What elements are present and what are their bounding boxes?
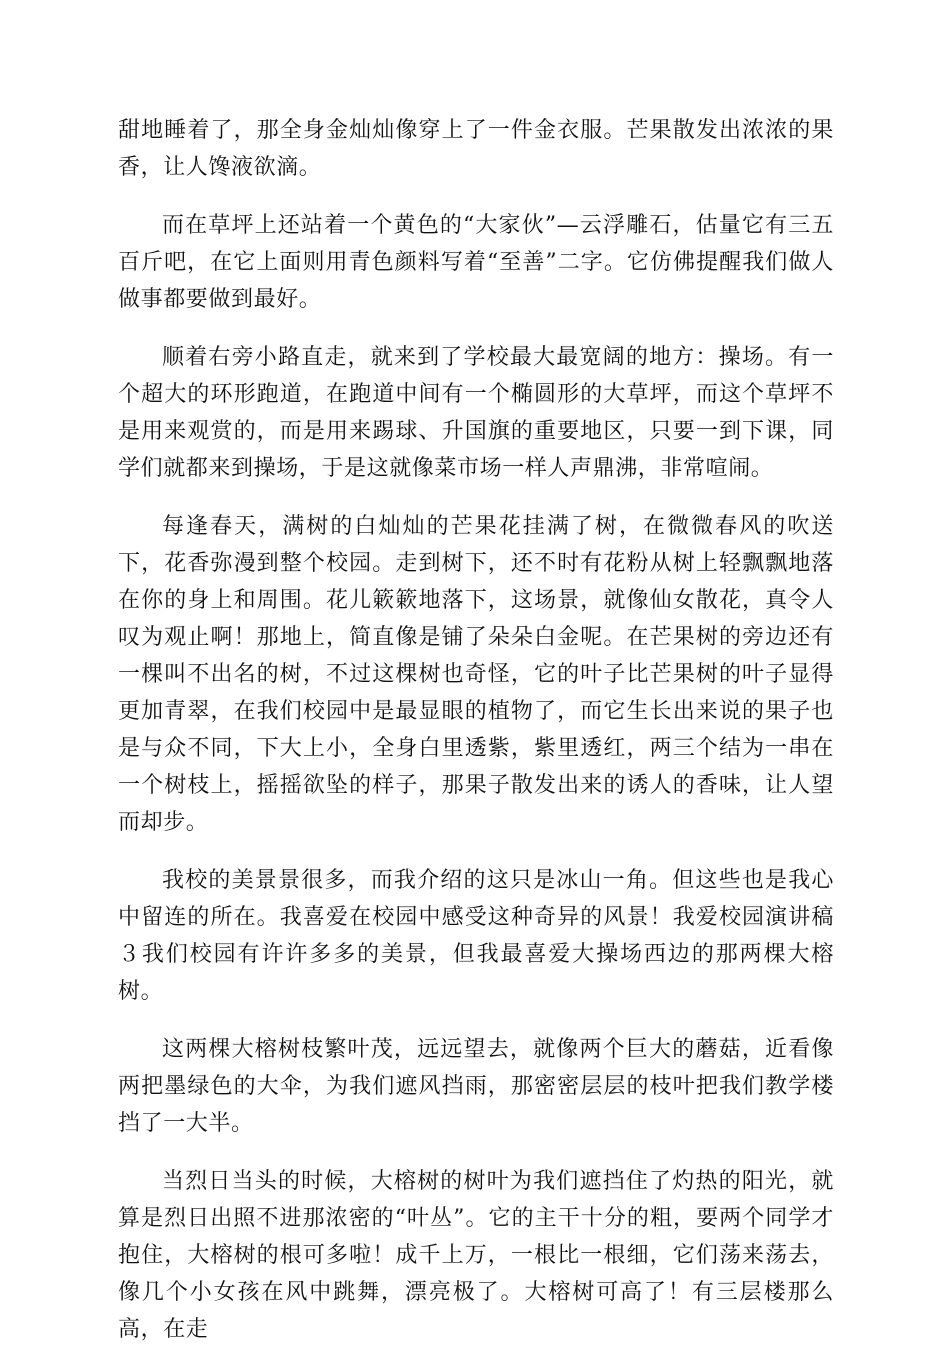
document-body: [118, 112, 834, 1369]
paragraph-4: 每逢春天，满树的白灿灿的芒果花挂满了树，在微微春风的吹送下，花香弥漫到整个校园。走到树下，还不时有花粉从树上轻飘飘地落在你的身上和周围。花儿簌簌地落下，这场景，就像仙女散花，真令人叹为观止啊！那地上，简直像是铺了朵朵白金呢。在芒果树的旁边还有一棵叫不出名的树，不过这棵树也奇怪，它的叶子比芒果树的叶子显得更加青翠，在我们校园中是最显眼的植物了，而它生长出来说的果子也是与众不同，下大上小，全身白里透紫，紫里透红，两三个结为一串在一个树枝上，摇摇欲坠的样子，那果子散发出来的诱人的香味，让人望而却步。: [118, 514, 834, 835]
paragraph-6: 这两棵大榕树枝繁叶茂，远远望去，就像两个巨大的蘑菇，近看像两把墨绿色的大伞，为我们遮风挡雨，那密密层层的枝叶把我们教学楼挡了一大半。: [118, 1037, 834, 1136]
paragraph-2: 而在草坪上还站着一个黄色的“大家伙”—云浮雕石，估量它有三五百斤吧，在它上面则用青色颜料写着“至善”二字。它仿佛提醒我们做人做事都要做到最好。: [118, 213, 834, 312]
paragraph-7: 当烈日当头的时候，大榕树的树叶为我们遮挡住了灼热的阳光，就算是烈日出照不进那浓密的“叶丛”。它的主干十分的粗，要两个同学才抱住，大榕树的根可多啦！成千上万，一根比一根细，它们荡来荡去，像几个小女孩在风中跳舞，漂亮极了。大榕树可高了！有三层楼那么高，在走: [118, 1169, 834, 1342]
paragraph-3: 顺着右旁小路直走，就来到了学校最大最宽阔的地方：操场。有一个超大的环形跑道，在跑道中间有一个椭圆形的大草坪，而这个草坪不是用来观赏的，而是用来踢球、升国旗的重要地区，只要一到下课，同学们就都来到操场，于是这就像菜市场一样人声鼎沸，非常喧闹。: [118, 345, 834, 481]
paragraph-1: 甜地睡着了，那全身金灿灿像穿上了一件金衣服。芒果散发出浓浓的果香，让人馋液欲滴。: [118, 118, 834, 180]
paragraph-5: 我校的美景景很多，而我介绍的这只是冰山一角。但这些也是我心中留连的所在。我喜爱在校园中感受这种奇异的风景！我爱校园演讲稿３我们校园有许许多多的美景，但我最喜爱大操场西边的那两棵大榕树。: [118, 868, 834, 1004]
